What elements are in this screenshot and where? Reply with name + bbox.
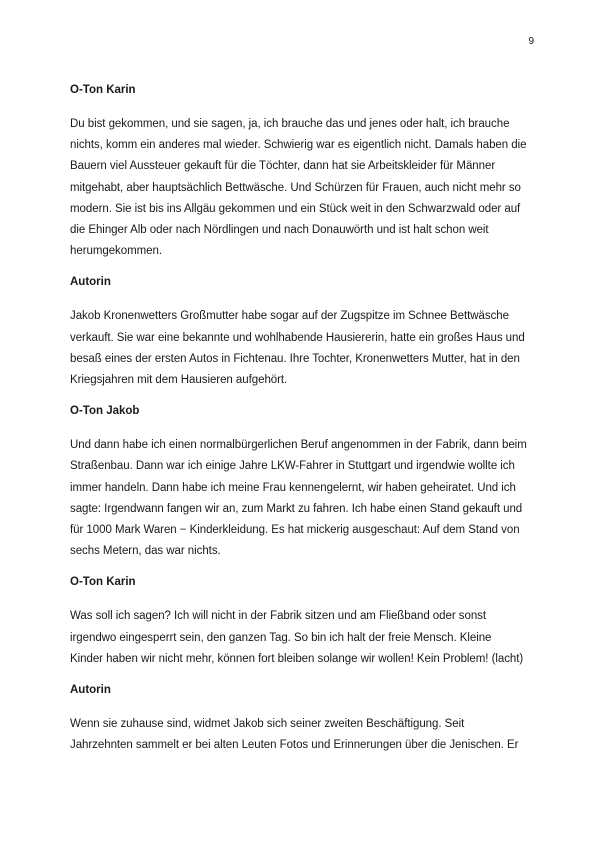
section-o-ton-karin-2 bbox=[70, 573, 545, 670]
paragraph-line: die Ehinger Alb oder nach Nördlingen und nach Donauwörth und ist halt schon weit bbox=[70, 224, 489, 237]
paragraph bbox=[70, 714, 545, 756]
speaker-heading: O-Ton Karin bbox=[70, 576, 136, 589]
document-body bbox=[70, 81, 545, 767]
paragraph-line: Kriegsjahren mit dem Hausieren aufgehört. bbox=[70, 374, 288, 387]
section-o-ton-jakob bbox=[70, 402, 545, 562]
paragraph bbox=[70, 606, 545, 670]
paragraph-line: besaß eines der ersten Autos in Fichtenau. Ihre Tochter, Kronenwetters Mutter, hat in den bbox=[70, 352, 520, 365]
paragraph-line: irgendwo eingesperrt sein, den ganzen Tag. So bin ich halt der freie Mensch. Kleine bbox=[70, 631, 492, 644]
paragraph-line: Straßenbau. Dann war ich einige Jahre LKW-Fahrer in Stuttgart und irgendwie wollte ich bbox=[70, 460, 515, 473]
paragraph-line: nichts, komm ein anderes mal wieder. Schwierig war es eigentlich nicht. Damals haben die bbox=[70, 139, 527, 152]
paragraph-line: für 1000 Mark Waren − Kinderkleidung. Es hat mickerig ausgeschaut: Auf dem Stand von bbox=[70, 524, 520, 537]
paragraph-line: Bauern viel Aussteuer gekauft für die Töchter, dann hat sie Arbeitskleider für Männer bbox=[70, 160, 496, 173]
paragraph-line: Jakob Kronenwetters Großmutter habe sogar auf der Zugspitze im Schnee Bettwäsche bbox=[70, 310, 509, 323]
section-autorin-1 bbox=[70, 273, 545, 391]
paragraph bbox=[70, 435, 545, 562]
paragraph-line: Du bist gekommen, und sie sagen, ja, ich brauche das und jenes oder halt, ich brauche bbox=[70, 118, 510, 130]
paragraph-line: sechs Metern, das war nichts. bbox=[70, 545, 221, 558]
paragraph-line: sagte: Irgendwann fangen wir an, zum Markt zu fahren. Ich habe einen Stand gekauft und bbox=[70, 502, 523, 515]
speaker-heading: O-Ton Jakob bbox=[70, 405, 140, 418]
paragraph-line: Und dann habe ich einen normalbürgerlichen Beruf angenommen in der Fabrik, dann beim bbox=[70, 439, 527, 452]
paragraph-line: mitgehabt, aber hauptsächlich Bettwäsche. Und Schürzen für Frauen, auch nicht mehr so bbox=[70, 181, 521, 194]
paragraph-line: Wenn sie zuhause sind, widmet Jakob sich seiner zweiten Beschäftigung. Seit bbox=[70, 718, 465, 731]
paragraph-line: Was soll ich sagen? Ich will nicht in der Fabrik sitzen und am Fließband oder sonst bbox=[70, 610, 487, 623]
paragraph bbox=[70, 306, 545, 391]
paragraph-line: Kinder haben wir nicht mehr, können fort bleiben solange wir wollen! Kein Problem! (lacht) bbox=[70, 652, 524, 665]
section-autorin-2 bbox=[70, 681, 545, 756]
speaker-heading: Autorin bbox=[70, 684, 111, 697]
paragraph-line: Jahrzehnten sammelt er bei alten Leuten Fotos und Erinnerungen über die Jenischen. Er bbox=[70, 739, 519, 752]
paragraph-line: immer handeln. Dann habe ich meine Frau kennengelernt, wir haben geheiratet. Und ich bbox=[70, 481, 516, 494]
speaker-heading: Autorin bbox=[70, 276, 111, 289]
paragraph-line: herumgekommen. bbox=[70, 245, 162, 258]
paragraph-line: modern. Sie ist bis ins Allgäu gekommen und ein Stück weit in den Schwarzwald oder auf bbox=[70, 202, 521, 215]
paragraph-line: verkauft. Sie war eine bekannte und wohlhabende Hausiererin, hatte ein großes Haus und bbox=[70, 331, 525, 344]
page-number: 9 bbox=[528, 36, 534, 47]
section-o-ton-karin-1 bbox=[70, 81, 545, 262]
paragraph bbox=[70, 114, 545, 262]
speaker-heading: O-Ton Karin bbox=[70, 84, 136, 96]
